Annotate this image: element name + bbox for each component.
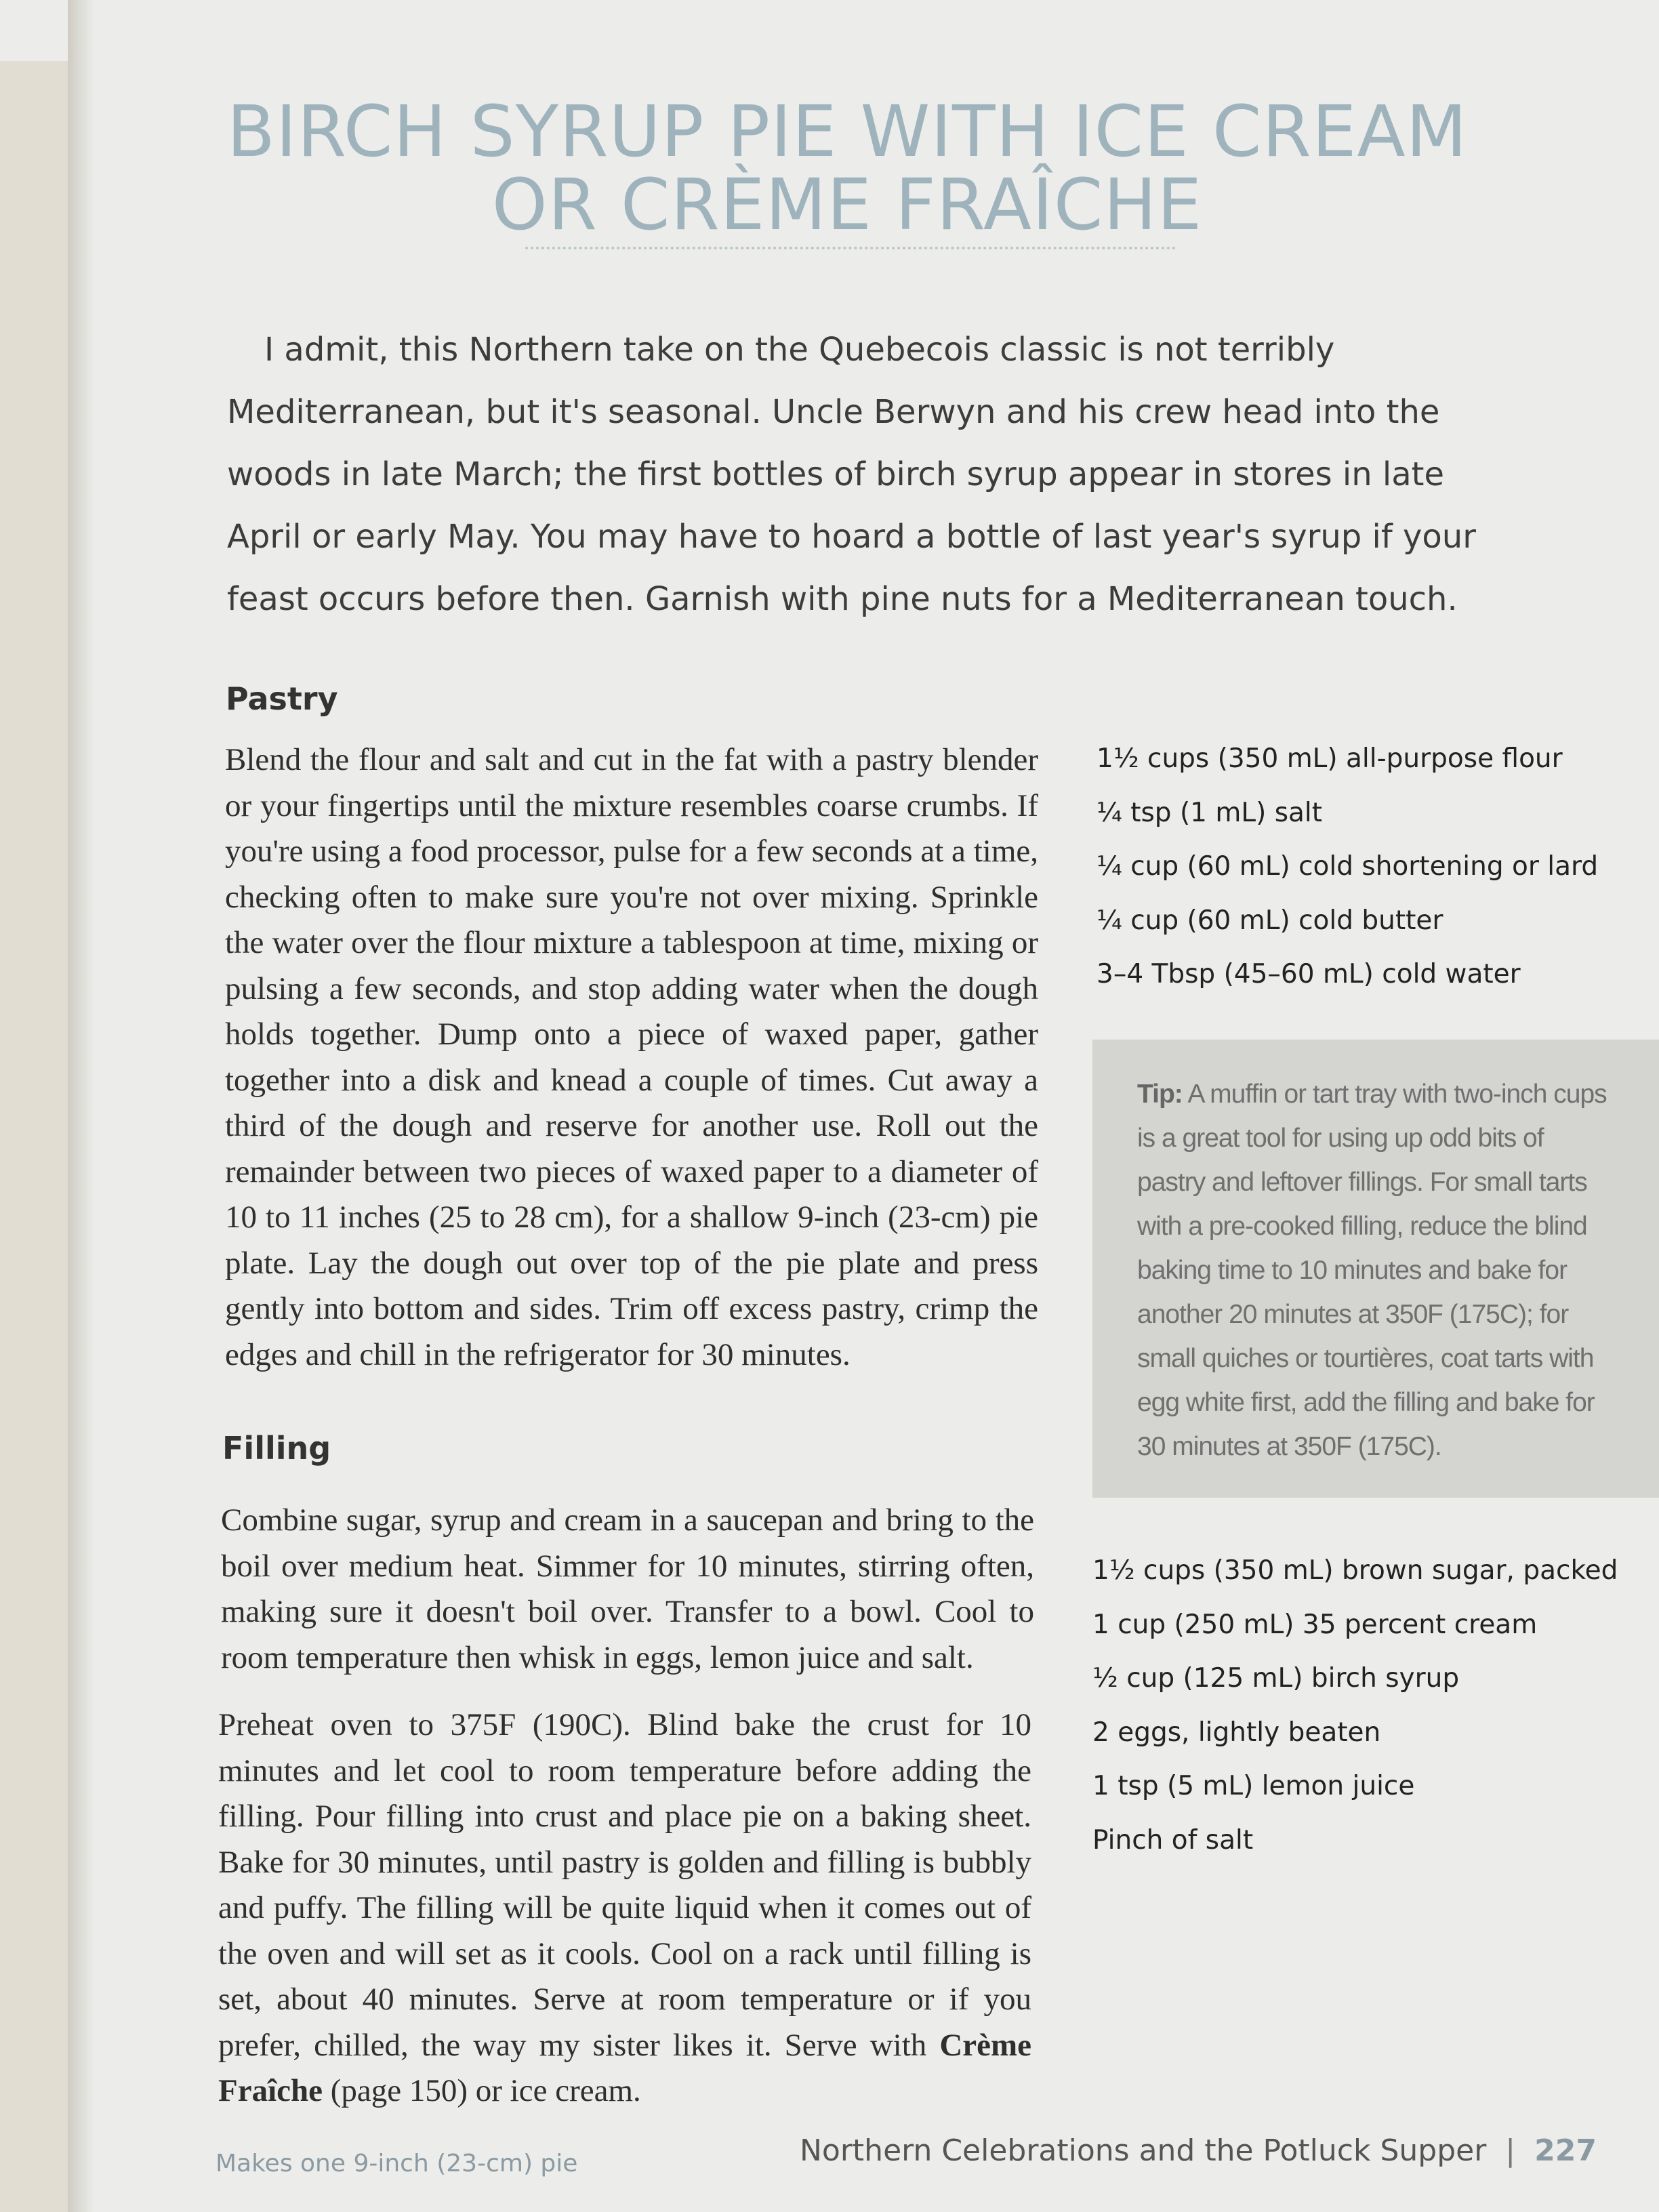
recipe-title xyxy=(203,90,1491,246)
tip-body: A muffin or tart tray with two-inch cups is a great tool for using up odd bits of pastry and leftover fillings. For small tarts with a pre-cooked filling, reduce the blind baking time to 10 minutes and bake for another 20 minutes at 350F (175C); for small quiches or tourtières, coat tarts with egg white first, add the filling and bake for 30 minutes at 350F (175C). xyxy=(1137,1080,1607,1461)
ingredient-item: 1½ cups (350 mL) brown sugar, packed xyxy=(1092,1555,1618,1586)
footer-separator: | xyxy=(1505,2133,1516,2168)
page-gutter-shadow xyxy=(68,0,95,2212)
title-dotted-rule xyxy=(525,247,1176,249)
running-footer xyxy=(800,2133,1597,2168)
pastry-instructions: Blend the flour and salt and cut in the fat with a pastry blender or your fingertips until the mixture resembles coarse crumbs. If you're using a food processor, pulse for a few seconds at a time, checking often to make sure you're not over mixing. Sprinkle the water over the flour mixture a tablespoon at time, mixing or pulsing a few seconds, and stop adding water when the dough holds together. Dump onto a piece of waxed paper, gather together into a disk and knead a couple of times. Cut away a third of the dough and reserve for another use. Roll out the remainder between two pieces of waxed paper to a diameter of 10 to 11 inches (25 to 28 cm), for a shallow 9-inch (23-cm) pie plate. Lay the dough out over top of the pie plate and press gently into bottom and sides. Trim off excess pastry, crimp the edges and chill in the refrigerator for 30 minutes. xyxy=(225,742,1038,1372)
recipe-title-line-2: OR CRÈME FRAÎCHE xyxy=(491,163,1203,246)
ingredient-item: 1½ cups (350 mL) all-purpose flour xyxy=(1097,743,1563,774)
filling-heading: Filling xyxy=(222,1430,331,1467)
recipe-intro: I admit, this Northern take on the Quebecois classic is not terribly Mediterranean, but it's seasonal. Uncle Berwyn and his crew head into the woods in late March; the first bottles of birch syrup appear in stores in late April or early May. You may have to hoard a bottle of last year's syrup if your feast occurs before then. Garnish with pine nuts for a Mediterranean touch. xyxy=(227,331,1476,618)
filling-instructions-2-end: (page 150) or ice cream. xyxy=(330,2073,641,2108)
ingredient-item: ¼ tsp (1 mL) salt xyxy=(1097,797,1323,828)
pastry-ingredient-list xyxy=(1097,732,1598,1002)
filling-instructions-2-text: Preheat oven to 375F (190C). Blind bake the crust for 10 minutes and let cool to room temperature before adding the filling. Pour filling into crust and place pie on a baking sheet. Bake for 30 minutes, until pastry is golden and filling is bubbly and puffy. The filling will be quite liquid when it comes out of the oven and will set as it cools. Cool on a rack until filling is set, about 40 minutes. Serve at room temperature or if you prefer, chilled, the way my sister likes it. Serve with xyxy=(218,1707,1031,2063)
ingredient-item: ¼ cup (60 mL) cold butter xyxy=(1097,905,1443,936)
ingredient-item: 1 tsp (5 mL) lemon juice xyxy=(1092,1771,1415,1801)
tip-box xyxy=(1092,1040,1659,1498)
tip-label: Tip: xyxy=(1137,1080,1183,1109)
filling-instructions-2 xyxy=(218,1702,1031,2114)
facing-page-edge xyxy=(0,61,68,2212)
recipe-yield: Makes one 9-inch (23-cm) pie xyxy=(216,2150,578,2177)
recipe-title-line-1: BIRCH SYRUP PIE WITH ICE CREAM xyxy=(226,90,1468,173)
ingredient-item: 1 cup (250 mL) 35 percent cream xyxy=(1092,1609,1538,1640)
chapter-title: Northern Celebrations and the Potluck Supper xyxy=(800,2133,1487,2168)
creme-fraiche-reference: Crème Fraîche xyxy=(218,2027,1031,2108)
ingredient-item: Pinch of salt xyxy=(1092,1824,1254,1856)
page-number: 227 xyxy=(1534,2133,1597,2168)
ingredient-item: ½ cup (125 mL) birch syrup xyxy=(1092,1663,1460,1694)
ingredient-item: ¼ cup (60 mL) cold shortening or lard xyxy=(1097,851,1599,882)
filling-ingredient-list xyxy=(1092,1544,1618,1867)
filling-instructions-1: Combine sugar, syrup and cream in a saucepan and bring to the boil over medium heat. Simmer for 10 minutes, stirring often, making sure it doesn't boil over. Transfer to a bowl. Cool to room temperature then whisk in eggs, lemon juice and salt. xyxy=(221,1502,1034,1675)
ingredient-item: 2 eggs, lightly beaten xyxy=(1092,1717,1381,1748)
ingredient-item: 3–4 Tbsp (45–60 mL) cold water xyxy=(1097,959,1521,989)
tip-text xyxy=(1137,1072,1612,1469)
pastry-heading: Pastry xyxy=(226,680,338,717)
